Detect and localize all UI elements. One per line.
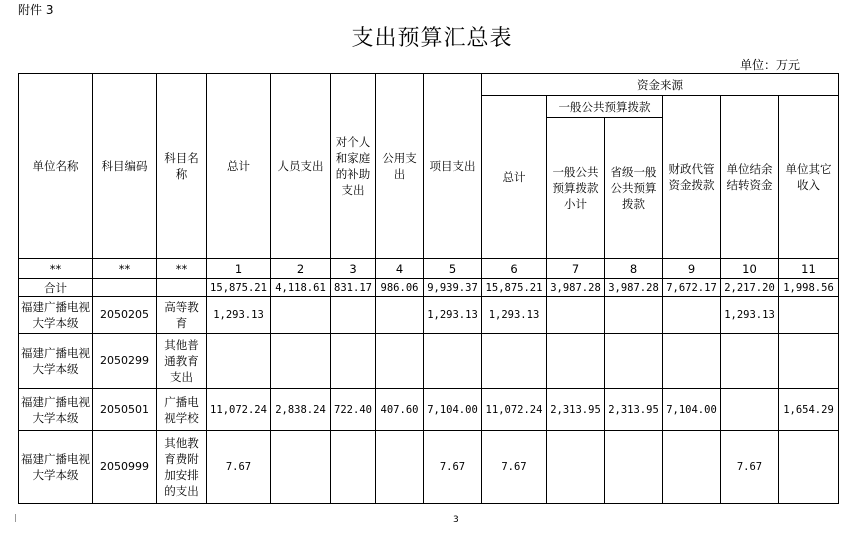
value-cell: [779, 431, 839, 504]
total-value: 986.06: [376, 279, 424, 297]
header-subject-code: 科目编码: [93, 74, 157, 259]
header-personnel: 人员支出: [271, 74, 331, 259]
attachment-label: 附件 3: [18, 3, 54, 17]
index-cell: 6: [482, 259, 547, 279]
table-row: [19, 297, 839, 334]
index-cell: 9: [663, 259, 721, 279]
header-fund-source: 资金来源: [482, 74, 839, 96]
margin-mark: [15, 514, 16, 522]
subject-code-cell: 2050501: [93, 389, 157, 431]
unit-label: 单位：万元: [740, 58, 801, 72]
total-value: 831.17: [331, 279, 376, 297]
total-empty-cell: [157, 279, 207, 297]
header-fiscal-custody: 财政代管资金拨款: [663, 96, 721, 259]
index-cell: 10: [721, 259, 779, 279]
header-other-income: 单位其它收入: [779, 96, 839, 259]
index-cell: 8: [605, 259, 663, 279]
value-cell: 2,313.95: [547, 389, 605, 431]
value-cell: [376, 431, 424, 504]
total-row: [19, 279, 839, 297]
total-value: 1,998.56: [779, 279, 839, 297]
header-unit-name: 单位名称: [19, 74, 93, 259]
value-cell: 2,838.24: [271, 389, 331, 431]
value-cell: [721, 334, 779, 389]
index-cell: 1: [207, 259, 271, 279]
value-cell: [331, 334, 376, 389]
value-cell: [779, 334, 839, 389]
value-cell: 11,072.24: [482, 389, 547, 431]
subject-name-cell: 高等教育: [157, 297, 207, 334]
value-cell: 7.67: [424, 431, 482, 504]
subject-code-cell: 2050299: [93, 334, 157, 389]
value-cell: [605, 431, 663, 504]
header-fs-total: 总计: [482, 96, 547, 259]
total-value: 15,875.21: [482, 279, 547, 297]
value-cell: 7,104.00: [663, 389, 721, 431]
table-row: [19, 431, 839, 504]
total-value: 4,118.61: [271, 279, 331, 297]
value-cell: [605, 297, 663, 334]
value-cell: [271, 297, 331, 334]
value-cell: [482, 334, 547, 389]
value-cell: [271, 431, 331, 504]
header-gb-subtotal: 一般公共预算拨款小计: [547, 118, 605, 259]
page-title: 支出预算汇总表: [351, 26, 513, 51]
value-cell: [331, 431, 376, 504]
index-cell: 3: [331, 259, 376, 279]
total-value: 9,939.37: [424, 279, 482, 297]
value-cell: 1,293.13: [207, 297, 271, 334]
subject-name-cell: 其他教育费附加安排的支出: [157, 431, 207, 504]
subject-name-cell: 广播电视学校: [157, 389, 207, 431]
subject-code-cell: 2050999: [93, 431, 157, 504]
unit-name-cell: 福建广播电视大学本级: [19, 389, 93, 431]
value-cell: 1,293.13: [721, 297, 779, 334]
value-cell: 722.40: [331, 389, 376, 431]
total-label: 合计: [19, 279, 93, 297]
index-row: [19, 259, 839, 279]
total-value: 3,987.28: [605, 279, 663, 297]
value-cell: [547, 297, 605, 334]
index-cell: 4: [376, 259, 424, 279]
unit-name-cell: 福建广播电视大学本级: [19, 431, 93, 504]
unit-name-cell: 福建广播电视大学本级: [19, 334, 93, 389]
value-cell: [721, 389, 779, 431]
header-subsidy: 对个人和家庭的补助支出: [331, 74, 376, 259]
value-cell: [331, 297, 376, 334]
value-cell: [663, 431, 721, 504]
total-value: 7,672.17: [663, 279, 721, 297]
value-cell: 11,072.24: [207, 389, 271, 431]
value-cell: 1,293.13: [482, 297, 547, 334]
value-cell: [663, 297, 721, 334]
value-cell: 1,654.29: [779, 389, 839, 431]
page-number: 3: [453, 515, 459, 525]
value-cell: [424, 334, 482, 389]
value-cell: 2,313.95: [605, 389, 663, 431]
value-cell: [779, 297, 839, 334]
header-carryover: 单位结余结转资金: [721, 96, 779, 259]
subject-code-cell: 2050205: [93, 297, 157, 334]
header-total: 总计: [207, 74, 271, 259]
unit-name-cell: 福建广播电视大学本级: [19, 297, 93, 334]
value-cell: [376, 297, 424, 334]
index-cell: **: [157, 259, 207, 279]
header-gb-provincial: 省级一般公共预算拨款: [605, 118, 663, 259]
value-cell: 7.67: [721, 431, 779, 504]
table-row: [19, 334, 839, 389]
index-cell: 5: [424, 259, 482, 279]
header-project: 项目支出: [424, 74, 482, 259]
index-cell: 11: [779, 259, 839, 279]
header-general-budget: 一般公共预算拨款: [547, 96, 663, 118]
value-cell: [207, 334, 271, 389]
index-cell: **: [19, 259, 93, 279]
table-row: [19, 389, 839, 431]
value-cell: 7,104.00: [424, 389, 482, 431]
value-cell: 7.67: [482, 431, 547, 504]
total-value: 15,875.21: [207, 279, 271, 297]
value-cell: [547, 431, 605, 504]
value-cell: [271, 334, 331, 389]
index-cell: 2: [271, 259, 331, 279]
total-value: 3,987.28: [547, 279, 605, 297]
index-cell: **: [93, 259, 157, 279]
value-cell: [376, 334, 424, 389]
value-cell: 407.60: [376, 389, 424, 431]
header-subject-name: 科目名称: [157, 74, 207, 259]
index-cell: 7: [547, 259, 605, 279]
value-cell: 1,293.13: [424, 297, 482, 334]
total-value: 2,217.20: [721, 279, 779, 297]
header-public: 公用支出: [376, 74, 424, 259]
value-cell: [605, 334, 663, 389]
total-empty-cell: [93, 279, 157, 297]
value-cell: [663, 334, 721, 389]
budget-summary-table: [18, 73, 839, 504]
value-cell: 7.67: [207, 431, 271, 504]
value-cell: [547, 334, 605, 389]
subject-name-cell: 其他普通教育支出: [157, 334, 207, 389]
